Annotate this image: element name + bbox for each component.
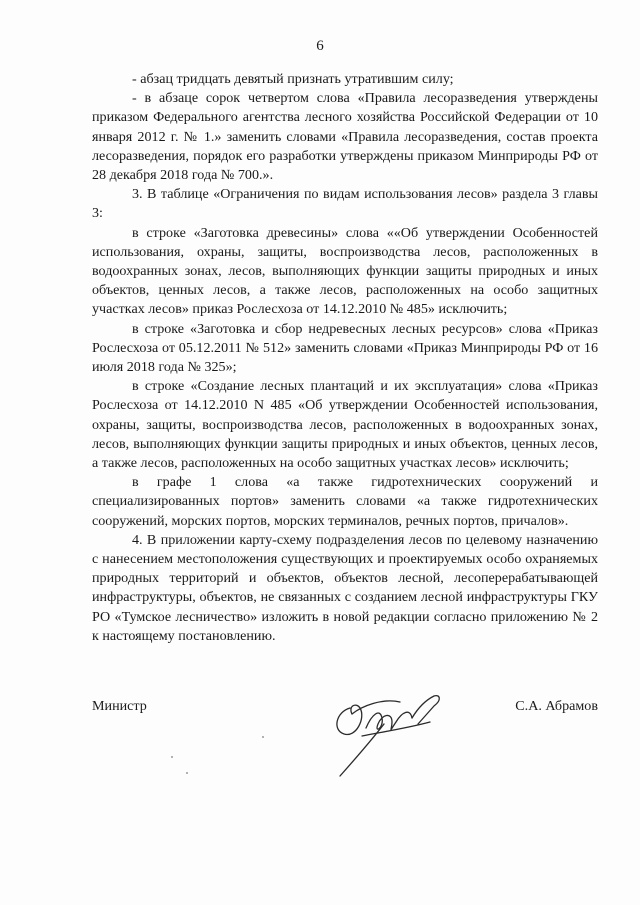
- signatory-name: С.А. Абрамов: [515, 698, 598, 714]
- paragraph-amend-44: - в абзаце сорок четвертом слова «Правила лесоразведения утверждены приказом Федерального агентства лесного хозяйства Российской Федерации от 10 января 2012 г. № 1.» заменить словами «Правила лесоразведения, состав проекта лесоразведения, порядок его разработки утверждены приказом Минприроды РФ от 28 декабря 2018 года № 700.».: [92, 90, 598, 184]
- document-body: [92, 70, 598, 646]
- scan-speck: [171, 756, 173, 758]
- paragraph-repeal-39: - абзац тридцать девятый признать утратившим силу;: [132, 71, 454, 87]
- paragraph-item-4: 4. В приложении карту-схему подразделения лесов по целевому назначению с нанесением местоположения существующих и проектируемых особо охраняемых природных территорий и объектов, объектов лесной, лесоперерабатывающей инфраструктуры, объектов, не связанных с созданием лесной инфраструктуры ГКУ РО «Тумское лесничество» изложить в новой редакции согласно приложению № 2 к настоящему постановлению.: [92, 531, 598, 644]
- page-number: 6: [316, 38, 324, 54]
- position-title: Министр: [92, 698, 147, 714]
- scan-speck: [262, 736, 264, 738]
- paragraph-non-timber-resources: в строке «Заготовка и сбор недревесных лесных ресурсов» слова «Приказ Рослесхоза от 05.12.2011 № 512» заменить словами «Приказ Минприроды РФ от 16 июля 2018 года № 325»;: [92, 320, 598, 376]
- paragraph-timber-harvesting: в строке «Заготовка древесины» слова ««Об утверждении Особенностей использования, охраны, защиты, воспроизводства лесов, расположенных в водоохранных зонах, лесов, выполняющих функции защиты природных и иных объектов, ценных лесов, а также лесов, расположенных на особо защитных участках лесов» приказ Рослесхоза от 14.12.2010 № 485» исключить;: [92, 224, 598, 318]
- handwritten-signature: [322, 678, 482, 788]
- scan-speck: [186, 772, 188, 774]
- paragraph-item-3: 3. В таблице «Ограничения по видам использования лесов» раздела 3 главы 3:: [92, 186, 598, 222]
- paragraph-forest-plantations: в строке «Создание лесных плантаций и их эксплуатация» слова «Приказ Рослесхоза от 14.12.2010 N 485 «Об утверждении Особенностей использования, охраны, защиты, воспроизводства лесов, расположенных в водоохранных зонах, лесов, выполняющих функции защиты природных и иных объектов, ценных лесов, а также лесов, расположенных на особо защитных участках лесов» исключить;: [92, 378, 598, 472]
- paragraph-column-1: в графе 1 слова «а также гидротехнических сооружений и специализированных портов» заменить словами «а также гидротехнических сооружений, морских портов, морских терминалов, речных портов, причалов».: [92, 474, 598, 529]
